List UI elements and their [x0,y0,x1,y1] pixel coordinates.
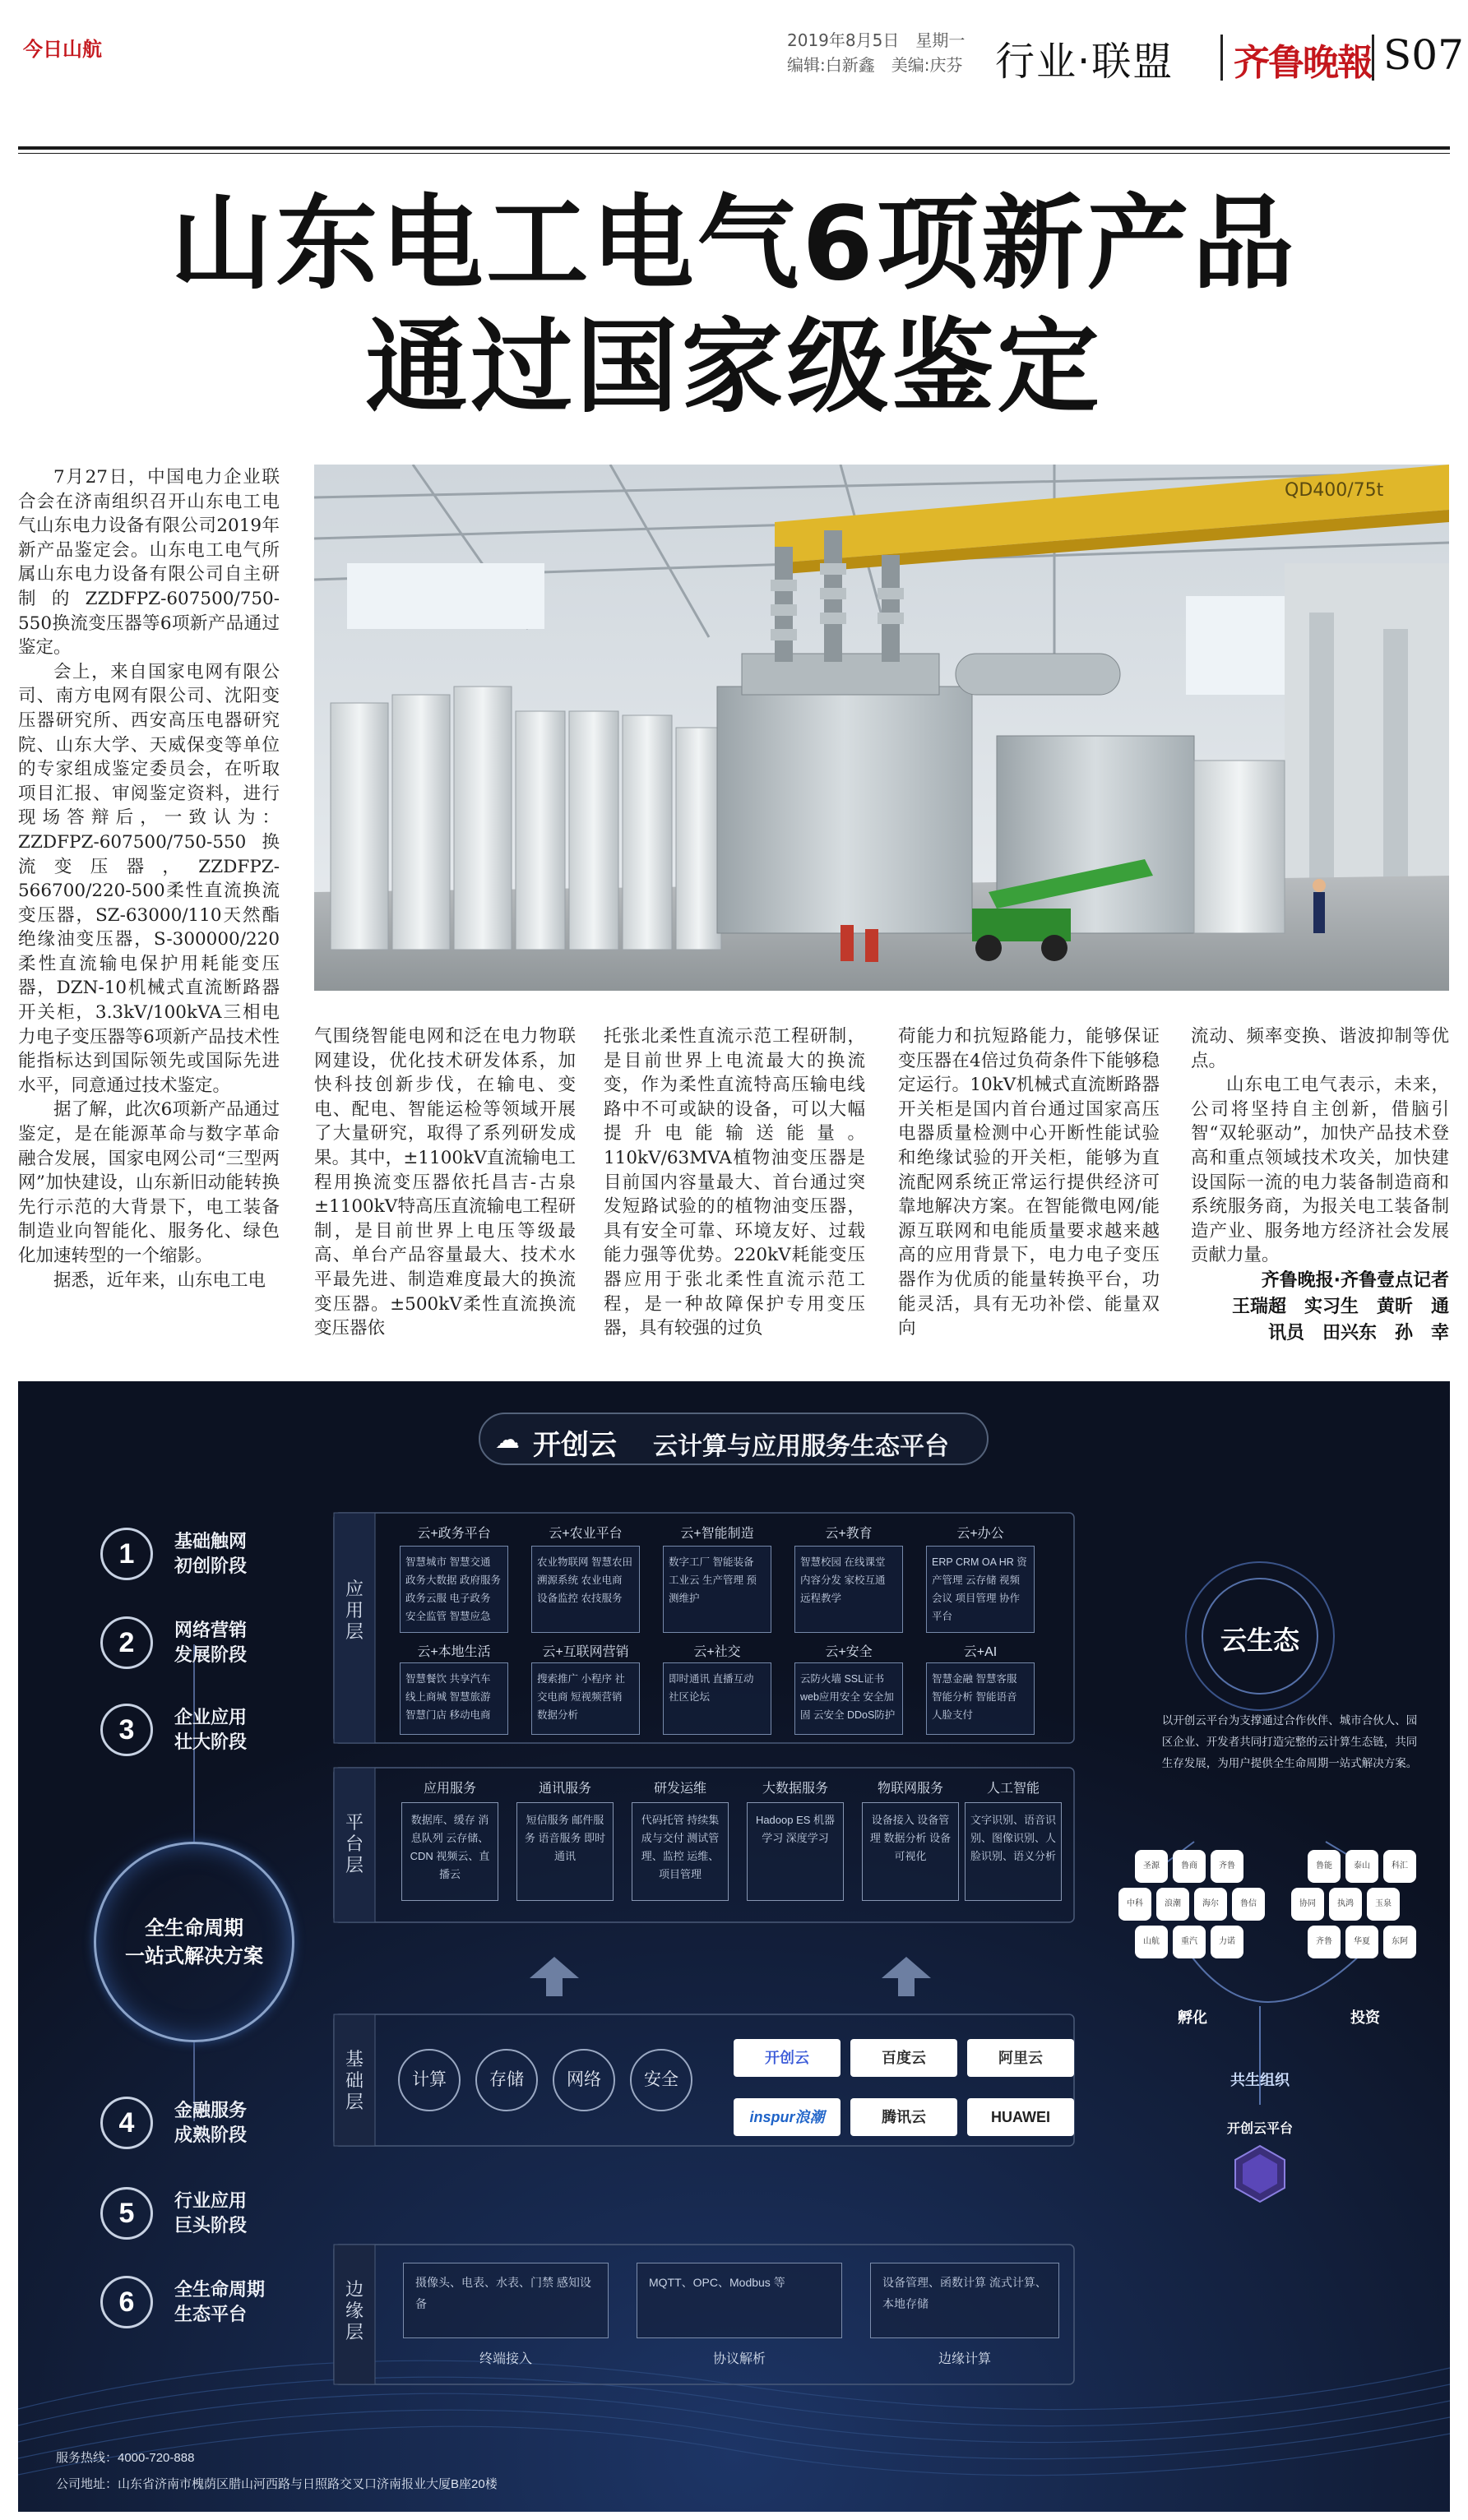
partner-logo: 齐鲁 [1308,1926,1341,1958]
ad-brand-name: 开创云 [533,1429,617,1462]
symbiosis-label: 共生组织 [1230,2072,1290,2088]
app-category-title: 云+政务平台 [417,1527,491,1541]
partner-logo: 圣源 [1135,1850,1168,1883]
stage-item [100,2097,289,2154]
edge-card: MQTT、OPC、Modbus 等 [637,2263,842,2338]
kaichuangyun-advertisement [18,1381,1450,2512]
app-category-title: 云+互联网营销 [542,1645,629,1659]
platform-service-title: 人工智能 [986,1782,1040,1796]
header-divider [1220,35,1223,81]
ecosystem-title: 云生态 [1220,1625,1299,1655]
platform-service-card: 数据库、缓存 消息队列 云存储、CDN 视频云、直播云 [401,1802,498,1901]
layer-label-base: 基础层 [345,2049,364,2112]
app-category-card: 智慧校园 在线课堂 内容分发 家校互通 远程教学 [794,1546,903,1633]
partner-logo: 华夏 [1345,1926,1378,1958]
article-paragraph: 荷能力和抗短路能力，能够保证变压器在4倍过负荷条件下能够稳定运行。10kV机械式直流断路器开关柜是国内首台通过国家高压电器质量检测中心开断性能试验和绝缘试验的开关柜，能够为直流配网系统正常运行提供经济可靠地解决方案。在智能微电网/能源互联网和电能质量要求越来越高的应用背景下，电力电子变压器作为优质的能量转换平台，功能灵活，具有无功补偿、能量双向 [898,1026,1160,1339]
byline-line: 齐鲁晚报·齐鲁壹点记者 [1261,1269,1449,1291]
stage-label: 基础触网 初创阶段 [174,1531,248,1576]
stage-label: 企业应用 壮大阶段 [174,1707,248,1752]
app-category-title: 云+教育 [825,1527,873,1541]
header-rule [18,153,1450,154]
app-category-card: ERP CRM OA HR 资产管理 云存储 视频会议 项目管理 协作平台 [926,1546,1035,1633]
article-column-2 [314,1024,576,1341]
platform-service-card: 文字识别、语音识别、图像识别、人脸识别、语义分析 [965,1802,1062,1901]
article-column-1 [18,465,280,1292]
article-paragraph: 山东电工电气表示，未来，公司将坚持自主创新，借脑引智“双轮驱动”，加快产品技术登高和重点领域技术攻关，加快建设国际一流的电力装备制造商和系统服务商，为报关电工装备制造产业、服务地方经济社会发展贡献力量。 [1191,1075,1449,1266]
edge-card: 摄像头、电表、水表、门禁 感知设备 [403,2263,609,2338]
partner-logo: 玉泉 [1367,1888,1400,1921]
byline-line: 王瑞超 实习生 黄昕 通 [1231,1296,1449,1317]
invest-label: 投资 [1350,2009,1380,2026]
article-paragraph: 据悉，近年来，山东电工电 [53,1269,266,1291]
app-category-card: 智慧城市 智慧交通 政务大数据 政府服务 政务云服 电子政务 安全监管 智慧应急 [400,1546,508,1633]
headline [0,183,1468,429]
app-category-card: 智慧餐饮 共享汽车 线上商城 智慧旅游 智慧门店 移动电商 [400,1662,508,1735]
platform-name-label: 开创云平台 [1226,2122,1293,2136]
ad-platform-name: 云计算与应用服务生态平台 [653,1432,949,1461]
partner-logo: 泰山 [1345,1850,1378,1883]
stage-label: 金融服务 成熟阶段 [174,2100,248,2145]
stage-item [100,2276,289,2333]
stage-item [100,1616,289,1674]
article-column-5 [1191,1024,1449,1347]
stage-label: 全生命周期 生态平台 [174,2279,266,2324]
newspaper-logo: 齐鲁晚報 [1234,42,1372,84]
byline [1191,1268,1449,1347]
stage-number: 5 [100,2187,153,2240]
article-paragraph: 气围绕智能电网和泛在电力物联网建设，优化技术研发体系，加快科技创新步伐，在输电、变电、配电、智能运检等领域开展了大量研究，取得了系列研发成果。其中，±1100kV直流输电工程用换流变压器依托昌吉-古泉±1100kV特高压直流输电工程研制，是目前世界上电压等级最高、单台产品容量最大、技术水平最先进、制造难度最大的换流变压器。±500kV柔性直流换流变压器依 [314,1026,576,1339]
stage-label: 行业应用 巨头阶段 [174,2190,248,2236]
platform-service-title: 应用服务 [423,1782,476,1796]
app-category-title: 云+社交 [693,1645,741,1659]
partner-logo: 海尔 [1194,1888,1227,1921]
article-paragraph: 7月27日，中国电力企业联合会在济南组织召开山东电工电气山东电力设备有限公司2019年新产品鉴定会。山东电工电气所属山东电力设备有限公司自主研制的ZZDFPZ-607500/750-550换流变压器等6项新产品通过鉴定。 [18,467,280,659]
ad-brand-banner [479,1413,989,1465]
app-category-card: 云防火墙 SSL证书 web应用安全 安全加固 云安全 DDoS防护 [794,1662,903,1735]
article-column-3 [604,1024,865,1341]
base-storage-circle: 存储 [475,2049,538,2111]
app-category-card: 即时通讯 直播互动 社区论坛 [663,1662,771,1735]
app-category-title: 云+本地生活 [417,1645,491,1659]
base-security-circle: 安全 [630,2049,692,2111]
section-name: 今日山航 [23,38,102,61]
partner-logo: 重汽 [1173,1926,1206,1958]
partner-logo: 执鸿 [1329,1888,1362,1921]
article-column-4 [898,1024,1160,1341]
edge-card: 设备管理、函数计算 流式计算、本地存储 [870,2263,1059,2338]
app-category-card: 农业物联网 智慧农田 溯源系统 农业电商 设备监控 农技服务 [531,1546,640,1633]
partner-logo: 科汇 [1383,1850,1416,1883]
partner-logo: 山航 [1135,1926,1168,1958]
partner-logo: 协同 [1291,1888,1324,1921]
app-category-title: 云+智能制造 [680,1527,754,1541]
app-category-title: 云+安全 [825,1645,873,1659]
svg-text:QD400/75t: QD400/75t [1285,480,1384,501]
invest-partner-logos [1291,1850,1431,1973]
app-category-title: 云+AI [963,1645,998,1659]
partner-logo: 浪潮 [1156,1888,1189,1921]
transformer-workshop-illustration [314,465,1449,991]
platform-service-title: 通讯服务 [538,1782,591,1796]
vendor-logo-kaichuangyun: 开创云 [734,2039,841,2077]
partner-logo: 中科 [1118,1888,1151,1921]
platform-service-card: 设备接入 设备管理 数据分析 设备可视化 [862,1802,959,1901]
headline-line-2: 通过国家级鉴定 [365,308,1103,427]
stage-number: 6 [100,2276,153,2328]
stage-item [100,2187,289,2245]
platform-service-card: Hadoop ES 机器学习 深度学习 [747,1802,844,1901]
layer-label-edge: 边缘层 [345,2279,364,2342]
layer-label-platform: 平台层 [345,1812,364,1875]
app-category-title: 云+农业平台 [549,1527,623,1541]
app-category-card: 搜索推广 小程序 社交电商 短视频营销 数据分析 [531,1662,640,1735]
edge-label: 协议解析 [712,2352,766,2366]
incubate-partner-logos [1118,1850,1283,1973]
vendor-logo-baidu-cloud: 百度云 [850,2039,957,2077]
vendor-logo-huawei: HUAWEI [967,2098,1074,2136]
byline-line: 讯员 田兴东 孙 幸 [1267,1322,1449,1343]
platform-service-title: 研发运维 [653,1782,706,1796]
headline-line-1: 山东电工电气6项新产品 [170,185,1298,303]
service-hotline: 服务热线：4000-720-888 [56,2451,195,2465]
base-network-circle: 网络 [553,2049,615,2111]
ecosystem-description: 以开创云平台为支撑通过合作伙伴、城市合伙人、园区企业、开发者共同打造完整的云计算生态链，共同生存发展，为用户提供全生命周期一站式解决方案。 [1161,1714,1418,1769]
partner-logo: 齐鲁 [1211,1850,1243,1883]
article-paragraph: 托张北柔性直流示范工程研制，是目前世界上电流最大的换流变，作为柔性直流特高压输电线路中不可或缺的设备，可以大幅提升电能输送能量。110kV/63MVA植物油变压器是目前国内容量最大、首台通过突发短路试验的的植物油变压器，具有安全可靠、环境友好、过载能力强等优势。220kV耗能变压器应用于张北柔性直流示范工程，是一种故障保护专用变压器，具有较强的过负 [604,1026,865,1339]
article-paragraph: 流动、频率变换、谐波抑制等优点。 [1191,1026,1449,1071]
cloud-icon: ☁ [495,1426,520,1454]
page-number: S07 [1383,31,1464,79]
edge-label: 边缘计算 [938,2352,991,2366]
column-name: 行业·联盟 [995,39,1174,85]
stage-label: 网络营销 发展阶段 [174,1620,248,1665]
incubate-label: 孵化 [1178,2009,1207,2026]
platform-service-title: 物联网服务 [877,1782,943,1796]
stage-number: 1 [100,1528,153,1580]
base-compute-circle: 计算 [398,2049,461,2111]
stage-number: 2 [100,1616,153,1669]
stage-number: 4 [100,2097,153,2149]
platform-service-card: 短信服务 邮件服务 语音服务 即时通讯 [516,1802,614,1901]
header-divider [1372,35,1374,81]
vendor-logo-tencent-cloud: 腾讯云 [850,2098,957,2136]
company-address: 公司地址：山东省济南市槐荫区腊山河西路与日照路交叉口济南报业大厦B座20楼 [56,2477,498,2491]
issue-meta [787,28,965,77]
editors: 编辑:白新鑫 美编:庆芬 [787,55,963,75]
layer-label-app: 应用层 [345,1579,364,1642]
vendor-logo-inspur: inspur浪潮 [734,2098,841,2136]
stage-item [100,1704,289,1761]
page-header [18,12,1464,90]
partner-logo: 东阿 [1383,1926,1416,1958]
partner-logo: 鲁能 [1308,1850,1341,1883]
partner-logo: 力诺 [1211,1926,1243,1958]
header-rule [18,146,1450,150]
platform-service-title: 大数据服务 [762,1782,828,1796]
stage-item [100,1528,289,1585]
app-category-card: 智慧金融 智慧客服 智能分析 智能语音 人脸支付 [926,1662,1035,1735]
partner-logo: 鲁商 [1173,1850,1206,1883]
stage-number: 3 [100,1704,153,1756]
vendor-logo-aliyun: 阿里云 [967,2039,1074,2077]
article-paragraph: 会上，来自国家电网有限公司、南方电网有限公司、沈阳变压器研究所、西安高压电器研究院、山东大学、天威保变等单位的专家组成鉴定委员会，在听取项目汇报、审阅鉴定资料，进行现场答辩后，一致认为：ZZDFPZ-607500/750-550换流变压器，ZZDFPZ-566700/220-500柔性直流换流变压器，SZ-63000/110天然酯绝缘油变压器，S-300000/220柔性直流输电保护用耗能变压器，DZN-10机械式直流断路器开关柜，3.3kV/100kVA三相电力电子变压器等6项新产品技术性能指标达到国际领先或国际先进水平，同意通过技术鉴定。 [18,661,280,1096]
article-photo-transformer-workshop [314,465,1449,991]
article-paragraph: 据了解，此次6项新产品通过鉴定，是在能源革命与数字革命融合发展，国家电网公司“三型两网”加快建设，山东新旧动能转换先行示范的大背景下，电工装备制造业向智能化、服务化、绿色化加速转型的一个缩影。 [18,1099,280,1266]
app-category-card: 数字工厂 智能装备 工业云 生产管理 预测维护 [663,1546,771,1633]
issue-date: 2019年8月5日 星期一 [787,30,966,50]
partner-logo: 鲁信 [1232,1888,1265,1921]
edge-label: 终端接入 [479,2352,532,2366]
lifecycle-circle: 全生命周期 一站式解决方案 [94,1842,294,2042]
platform-service-card: 代码托管 持续集成与交付 测试管理、监控 运维、项目管理 [632,1802,729,1901]
app-category-title: 云+办公 [956,1527,1004,1541]
